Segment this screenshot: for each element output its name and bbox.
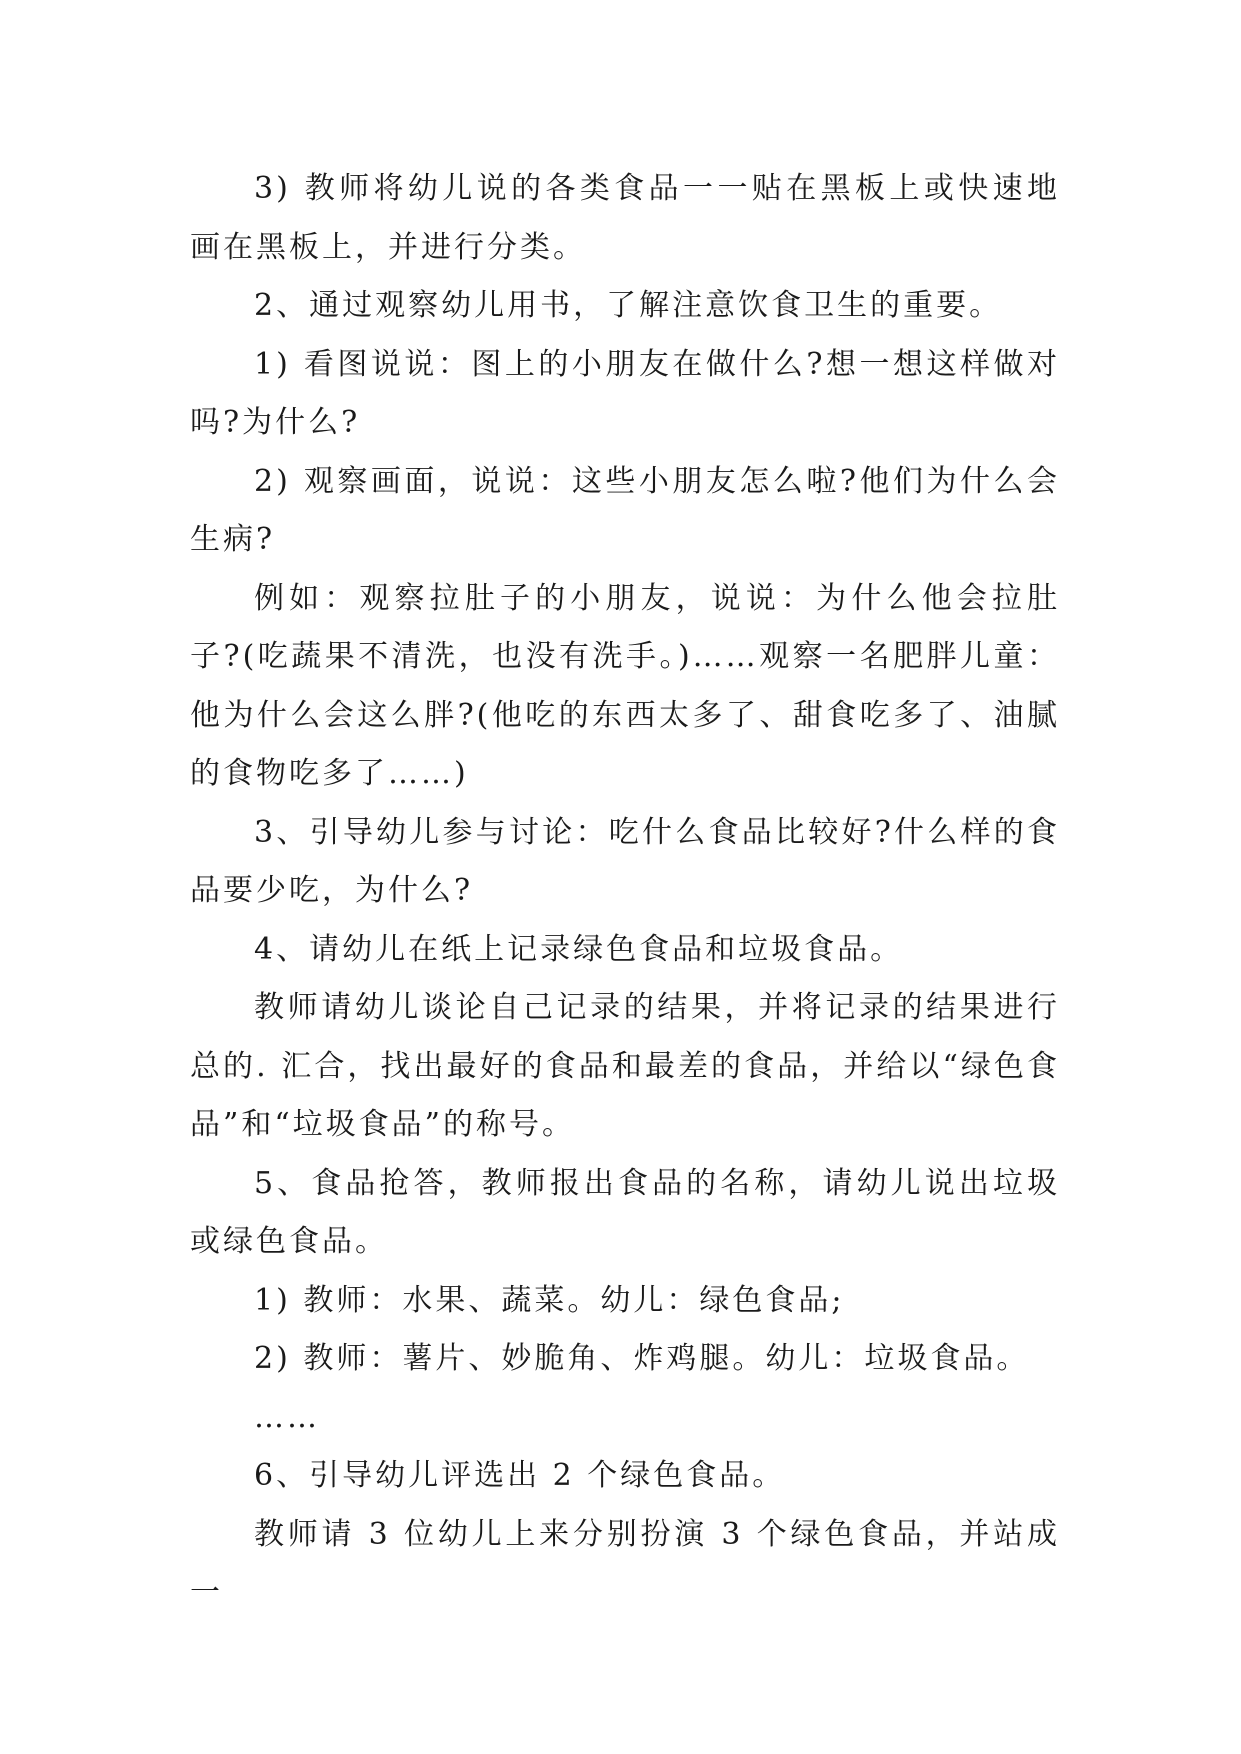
paragraph: 1) 看图说说：图上的小朋友在做什么?想一想这样做对吗?为什么?	[190, 346, 1060, 440]
paragraph: 1) 教师：水果、蔬菜。幼儿：绿色食品;	[254, 1282, 845, 1318]
paragraph: ……	[254, 1399, 320, 1435]
document-body	[190, 160, 1060, 1623]
paragraph: 3) 教师将幼儿说的各类食品一一贴在黑板上或快速地画在黑板上，并进行分类。	[190, 171, 1060, 265]
paragraph: 5、食品抢答，教师报出食品的名称，请幼儿说出垃圾或绿色食品。	[190, 1165, 1060, 1259]
paragraph: 4、请幼儿在纸上记录绿色食品和垃圾食品。	[254, 931, 904, 967]
paragraph: 2) 观察画面，说说：这些小朋友怎么啦?他们为什么会生病?	[190, 463, 1060, 557]
paragraph: 2) 教师：薯片、妙脆角、炸鸡腿。幼儿：垃圾食品。	[254, 1341, 1030, 1376]
paragraph: 6、引导幼儿评选出 2 个绿色食品。	[254, 1458, 786, 1493]
paragraph: 3、引导幼儿参与讨论：吃什么食品比较好?什么样的食品要少吃，为什么?	[190, 814, 1060, 908]
paragraph: 例如：观察拉肚子的小朋友，说说：为什么他会拉肚子?(吃蔬果不清洗，也没有洗手。)……观察一名肥胖儿童：他为什么会这么胖?(他吃的东西太多了、甜食吃多了、油腻的食物吃多了……)	[190, 580, 1060, 791]
paragraph: 2、通过观察幼儿用书，了解注意饮食卫生的重要。	[254, 288, 1003, 323]
paragraph: 教师请幼儿谈论自己记录的结果，并将记录的结果进行总的. 汇合，找出最好的食品和最差的食品，并给以“绿色食品”和“垃圾食品”的称号。	[190, 990, 1060, 1142]
paragraph: 教师请 3 位幼儿上来分别扮演 3 个绿色食品，并站成一	[190, 1516, 1060, 1610]
